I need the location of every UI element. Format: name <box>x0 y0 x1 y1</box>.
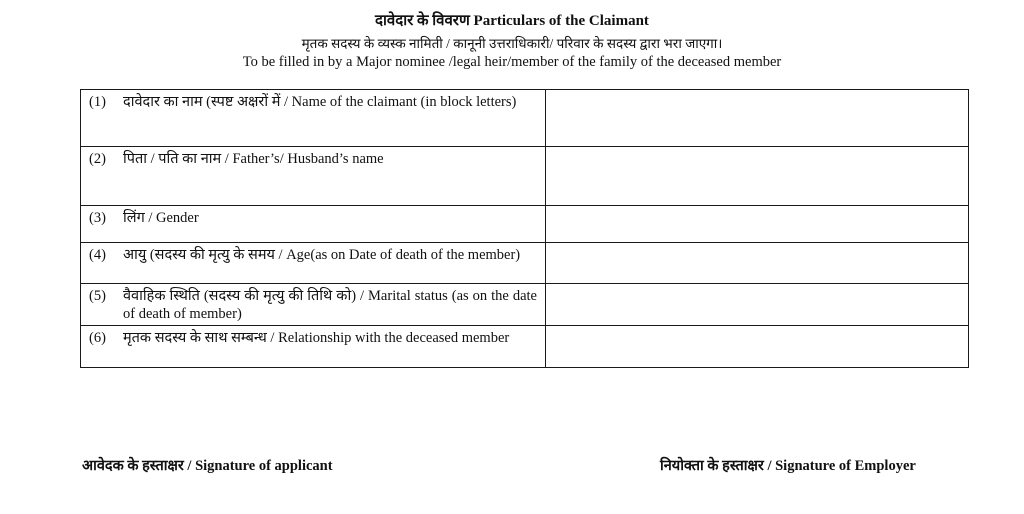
row-number: (3) <box>89 210 106 226</box>
father-husband-name-field[interactable] <box>546 147 969 206</box>
claimant-name-label: दावेदार का नाम (स्पष्ट अक्षरों में / Name of the claimant (in block letters) <box>123 94 517 110</box>
employer-signature-label: नियोक्ता के हस्ताक्षर / Signature of Employer <box>660 458 916 474</box>
marital-status-field[interactable] <box>546 284 969 326</box>
applicant-signature-label: आवेदक के हस्ताक्षर / Signature of applicant <box>82 458 333 474</box>
row-label-cell <box>81 284 546 326</box>
row-label-cell <box>81 206 546 243</box>
marital-status-label: वैवाहिक स्थिति (सदस्य की मृत्यु की तिथि को) / Marital status (as on the date of death of member) <box>123 288 537 322</box>
row-label-cell <box>81 147 546 206</box>
form-title: दावेदार के विवरण Particulars of the Claimant <box>375 13 649 29</box>
row-number: (4) <box>89 247 106 263</box>
row-label-cell <box>81 243 546 284</box>
relationship-field[interactable] <box>546 326 969 368</box>
row-label-cell <box>81 326 546 368</box>
table-row <box>81 90 969 147</box>
table-row <box>81 147 969 206</box>
table-row <box>81 206 969 243</box>
claimant-name-field[interactable] <box>546 90 969 147</box>
table-row <box>81 284 969 326</box>
row-number: (6) <box>89 330 106 346</box>
table-row <box>81 326 969 368</box>
gender-field[interactable] <box>546 206 969 243</box>
row-label-cell <box>81 90 546 147</box>
form-subtitle-english: To be filled in by a Major nominee /legal heir/member of the family of the deceased member <box>242 54 782 70</box>
claimant-particulars-table <box>80 89 969 368</box>
table-row <box>81 243 969 284</box>
row-number: (2) <box>89 151 106 167</box>
age-label: आयु (सदस्य की मृत्यु के समय / Age(as on Date of death of the member) <box>123 247 521 263</box>
relationship-label: मृतक सदस्य के साथ सम्बन्ध / Relationship with the deceased member <box>123 330 510 346</box>
form-subtitle-hindi: मृतक सदस्य के व्यस्क नामिती / कानूनी उत्तराधिकारी/ परिवार के सदस्य द्वारा भरा जाएगा। <box>301 36 723 51</box>
row-number: (5) <box>89 288 106 304</box>
age-field[interactable] <box>546 243 969 284</box>
gender-label: लिंग / Gender <box>123 210 199 226</box>
row-number: (1) <box>89 94 106 110</box>
father-husband-name-label: पिता / पति का नाम / Father’s/ Husband’s name <box>123 151 384 167</box>
